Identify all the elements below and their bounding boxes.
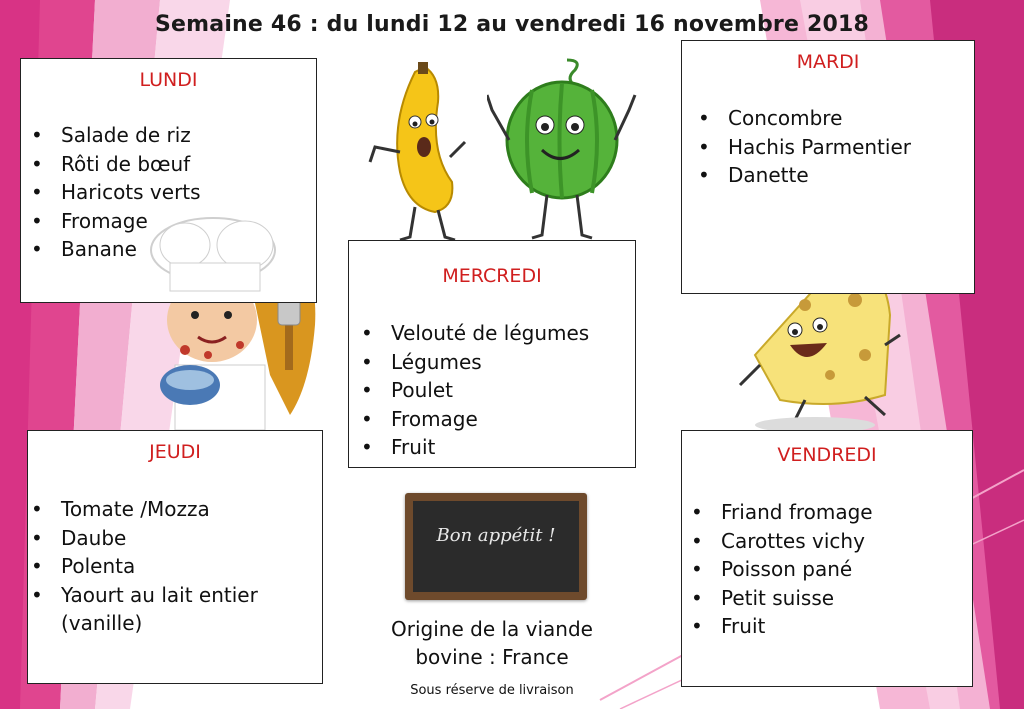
list-item: • Banane (31, 235, 201, 264)
origin-line-2: bovine : France (415, 645, 569, 669)
list-item: • Petit suisse (691, 584, 873, 613)
list-item: • Danette (698, 161, 911, 190)
list-item: • Concombre (698, 104, 911, 133)
day-title-jeudi: JEUDI (149, 441, 201, 463)
menu-list-mardi (698, 104, 911, 190)
list-item: • Salade de riz (31, 121, 201, 150)
day-title-mardi: MARDI (796, 51, 860, 73)
list-item: • Velouté de légumes (361, 319, 589, 348)
list-item: • Légumes (361, 348, 589, 377)
day-card-mardi (681, 40, 975, 294)
list-item: • Polenta (31, 552, 301, 581)
list-item: • Fruit (361, 433, 589, 462)
list-item: • Rôti de bœuf (31, 150, 201, 179)
origin-line-1: Origine de la viande (391, 617, 593, 641)
menu-list-mercredi (361, 319, 589, 462)
list-item: • Fromage (31, 207, 201, 236)
list-item: • Poisson pané (691, 555, 873, 584)
footnote: Sous réserve de livraison (410, 683, 574, 698)
chalkboard-text: Bon appétit ! (436, 525, 556, 546)
menu-list-vendredi (691, 498, 873, 641)
list-item: • Fromage (361, 405, 589, 434)
banana-character (360, 62, 475, 242)
menu-list-jeudi (31, 495, 301, 638)
list-item: • Daube (31, 524, 301, 553)
day-card-vendredi (681, 430, 973, 687)
chef-hat-overlay (145, 215, 295, 300)
day-card-mercredi (348, 240, 636, 468)
list-item: • Carottes vichy (691, 527, 873, 556)
day-title-mercredi: MERCREDI (442, 265, 542, 287)
list-item: • Yaourt au lait entier (vanille) (31, 581, 301, 638)
list-item: • Fruit (691, 612, 873, 641)
chalkboard (405, 493, 587, 600)
day-card-jeudi (27, 430, 323, 684)
chalkboard-surface (413, 501, 579, 592)
watermelon-character (487, 55, 637, 240)
page-title: Semaine 46 : du lundi 12 au vendredi 16 novembre 2018 (154, 12, 869, 37)
day-title-vendredi: VENDREDI (777, 444, 877, 466)
list-item: • Poulet (361, 376, 589, 405)
list-item: • Friand fromage (691, 498, 873, 527)
day-title-lundi: LUNDI (139, 69, 198, 91)
list-item: • Hachis Parmentier (698, 133, 911, 162)
list-item: • Tomate /Mozza (31, 495, 301, 524)
list-item: • Haricots verts (31, 178, 201, 207)
